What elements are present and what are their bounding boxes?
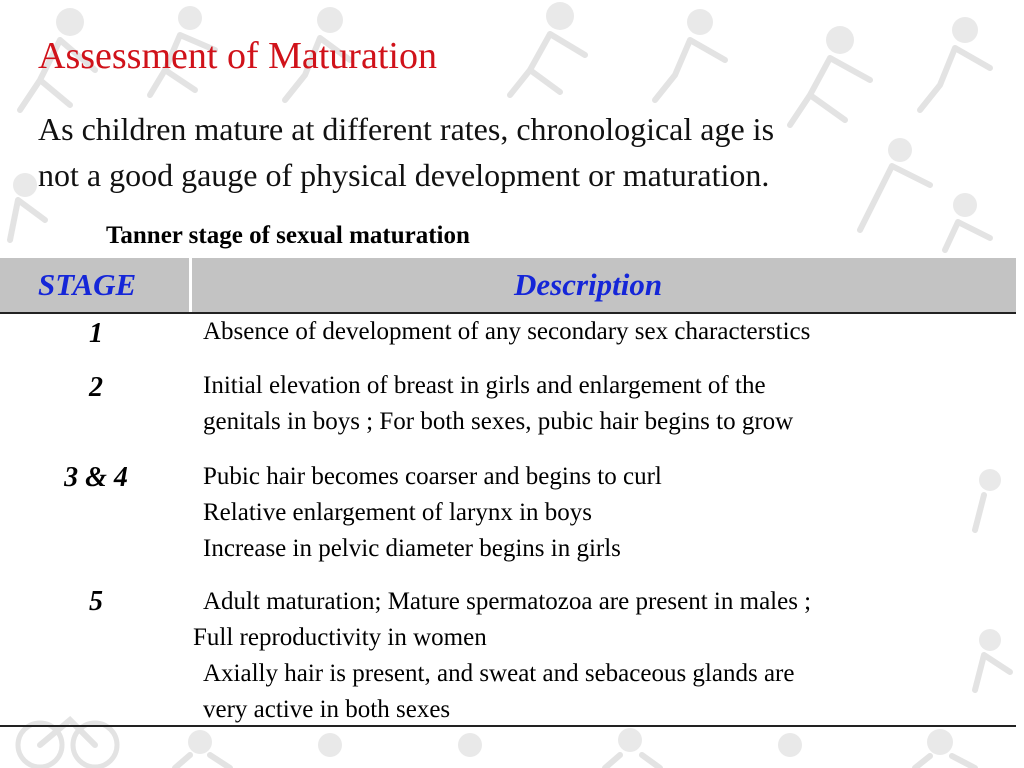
- stage-description: [203, 314, 1003, 350]
- intro-line: not a good gauge of physical development or maturation.: [38, 157, 770, 193]
- description-line: Initial elevation of breast in girls and enlargement of the: [203, 372, 766, 399]
- description-line: Full reproductivity in women: [193, 624, 487, 651]
- stage-number: 1: [89, 318, 103, 349]
- intro-paragraph: [38, 106, 998, 198]
- stage-description: [193, 584, 1003, 728]
- description-line: Pubic hair becomes coarser and begins to curl: [203, 463, 662, 490]
- description-line: very active in both sexes: [203, 696, 451, 723]
- slide-title: Assessment of Maturation: [38, 35, 437, 77]
- table-header-row: [0, 258, 1016, 314]
- header-description: Description: [514, 267, 663, 302]
- description-line: Relative enlargement of larynx in boys: [203, 499, 593, 526]
- stage-number: 2: [89, 372, 103, 403]
- table-caption: Tanner stage of sexual maturation: [106, 222, 470, 249]
- table-bottom-rule: [0, 725, 1016, 727]
- stage-description: [203, 368, 1003, 440]
- stage-description: [203, 459, 1003, 567]
- description-line: genitals in boys ; For both sexes, pubic hair begins to grow: [203, 408, 794, 435]
- description-line: Axially hair is present, and sweat and sebaceous glands are: [203, 660, 795, 687]
- intro-line: As children mature at different rates, chronological age is: [38, 111, 775, 147]
- description-line: Increase in pelvic diameter begins in girls: [203, 535, 621, 562]
- stage-number: 5: [89, 586, 103, 617]
- header-stage: STAGE: [38, 267, 137, 302]
- description-line: Absence of development of any secondary sex characterstics: [203, 318, 811, 345]
- stage-number: 3 & 4: [64, 462, 128, 493]
- tanner-stage-table: [0, 258, 1016, 723]
- description-line: Adult maturation; Mature spermatozoa are present in males ;: [203, 588, 812, 615]
